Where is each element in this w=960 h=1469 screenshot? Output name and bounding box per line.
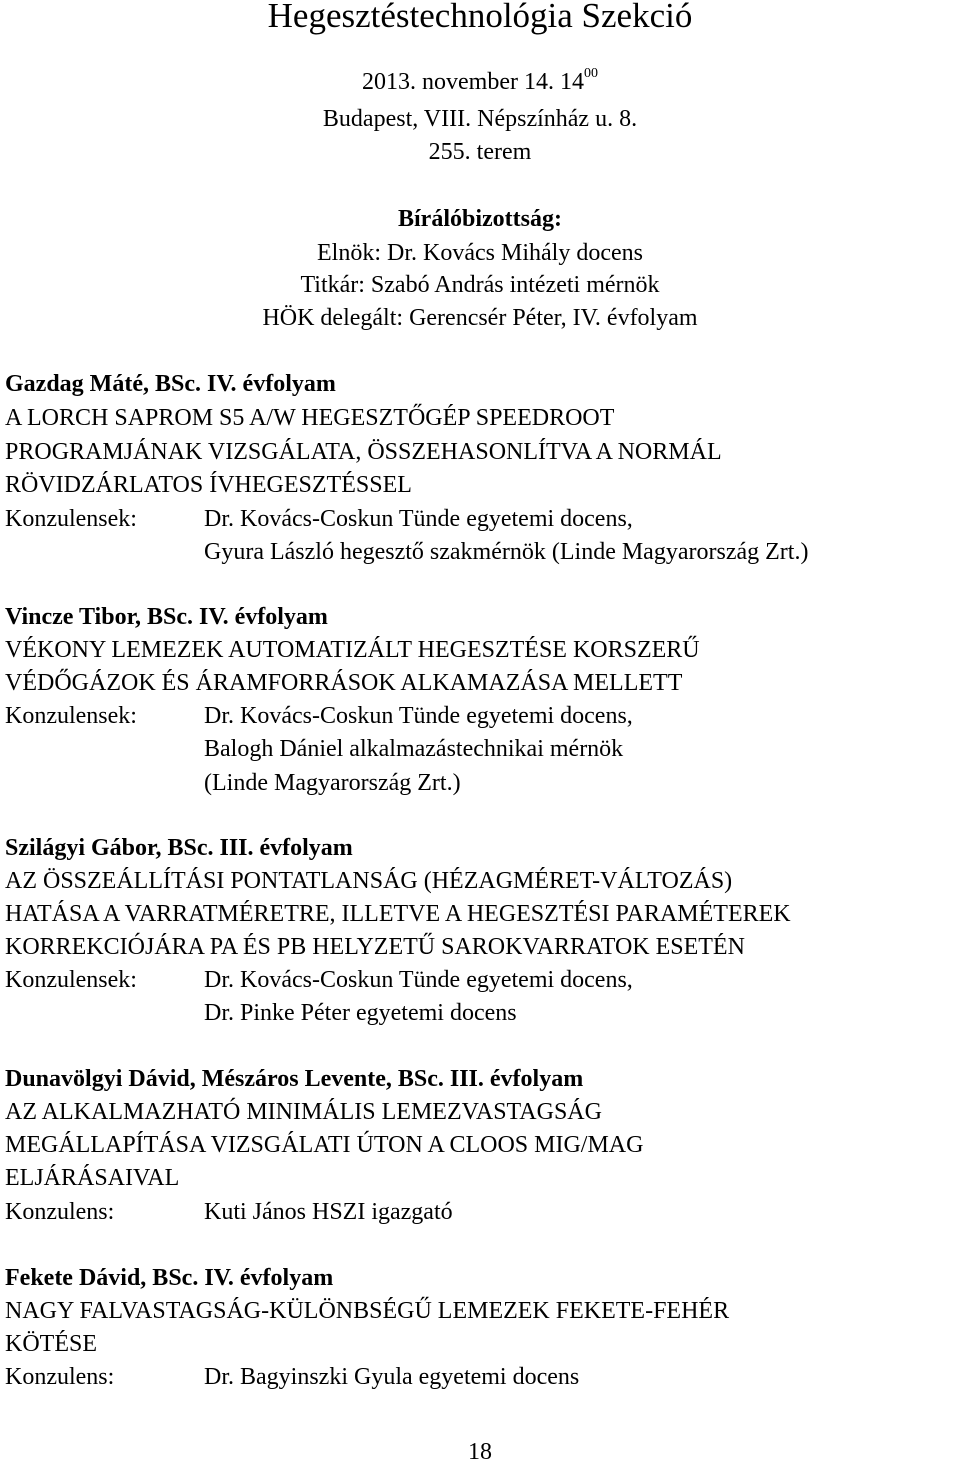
entry-title-line: RÖVIDZÁRLATOS ÍVHEGESZTÉSSEL [5, 472, 412, 498]
committee-chair: Elnök: Dr. Kovács Mihály docens [317, 240, 643, 266]
advisor-line: Dr. Kovács-Coskun Tünde egyetemi docens, [204, 506, 633, 532]
section-title: Hegesztéstechnológia Szekció [267, 0, 693, 35]
entry-title-line: HATÁSA A VARRATMÉRETRE, ILLETVE A HEGESZTÉSI PARAMÉTEREK [5, 901, 791, 927]
entry-title-line: AZ ALKALMAZHATÓ MINIMÁLIS LEMEZVASTAGSÁG [5, 1099, 602, 1125]
event-date [0, 66, 960, 99]
advisor-line: Dr. Pinke Péter egyetemi docens [204, 1000, 517, 1026]
advisor-line: Dr. Bagyinszki Gyula egyetemi docens [204, 1364, 580, 1390]
entry-author: Gazdag Máté, BSc. IV. évfolyam [5, 371, 336, 397]
entry-title-line: KÖTÉSE [5, 1331, 97, 1357]
entry-author: Fekete Dávid, BSc. IV. évfolyam [5, 1265, 334, 1291]
entry-title-line: ELJÁRÁSAIVAL [5, 1165, 180, 1191]
entry-title-line: MEGÁLLAPÍTÁSA VIZSGÁLATI ÚTON A CLOOS MIG/MAG [5, 1132, 644, 1158]
committee-heading: Bírálóbizottság: [398, 206, 562, 232]
committee-delegate: HÖK delegált: Gerencsér Péter, IV. évfolyam [262, 305, 698, 331]
advisor-label: Konzulens: [5, 1364, 115, 1390]
advisor-label: Konzulens: [5, 1199, 115, 1225]
advisor-line: Kuti János HSZI igazgató [204, 1199, 453, 1225]
entry-title-line: AZ ÖSSZEÁLLÍTÁSI PONTATLANSÁG (HÉZAGMÉRET-VÁLTOZÁS) [5, 868, 733, 894]
advisor-line: Dr. Kovács-Coskun Tünde egyetemi docens, [204, 967, 633, 993]
event-time-superscript: 00 [583, 66, 598, 81]
entry-title-line: PROGRAMJÁNAK VIZSGÁLATA, ÖSSZEHASONLÍTVA A NORMÁL [5, 439, 722, 465]
entry-title-line: A LORCH SAPROM S5 A/W HEGESZTŐGÉP SPEEDROOT [5, 405, 615, 431]
page-number: 18 [468, 1439, 492, 1465]
committee-secretary: Titkár: Szabó András intézeti mérnök [300, 272, 660, 298]
entry-author: Vincze Tibor, BSc. IV. évfolyam [5, 604, 328, 630]
entry-title-line: NAGY FALVASTAGSÁG-KÜLÖNBSÉGŰ LEMEZEK FEKETE-FEHÉR [5, 1298, 730, 1324]
entry-title-line: VÉDŐGÁZOK ÉS ÁRAMFORRÁSOK ALKAMAZÁSA MELLETT [5, 670, 683, 696]
advisor-label: Konzulensek: [5, 703, 137, 729]
entry-title-line: VÉKONY LEMEZEK AUTOMATIZÁLT HEGESZTÉSE KORSZERŰ [5, 637, 700, 663]
event-address: Budapest, VIII. Népszínház u. 8. [322, 106, 638, 132]
event-date-text: 2013. november 14. 14 [362, 69, 584, 95]
advisor-line: (Linde Magyarország Zrt.) [204, 770, 461, 796]
advisor-line: Dr. Kovács-Coskun Tünde egyetemi docens, [204, 703, 633, 729]
advisor-line: Balogh Dániel alkalmazástechnikai mérnök [204, 736, 624, 762]
advisor-label: Konzulensek: [5, 506, 137, 532]
entry-title-line: KORREKCIÓJÁRA PA ÉS PB HELYZETŰ SAROKVARRATOK ESETÉN [5, 934, 745, 960]
entry-author: Szilágyi Gábor, BSc. III. évfolyam [5, 835, 353, 861]
entry-author: Dunavölgyi Dávid, Mészáros Levente, BSc. III. évfolyam [5, 1066, 584, 1092]
event-room: 255. terem [428, 139, 532, 165]
advisor-label: Konzulensek: [5, 967, 137, 993]
advisor-line: Gyura László hegesztő szakmérnök (Linde Magyarország Zrt.) [204, 539, 809, 565]
